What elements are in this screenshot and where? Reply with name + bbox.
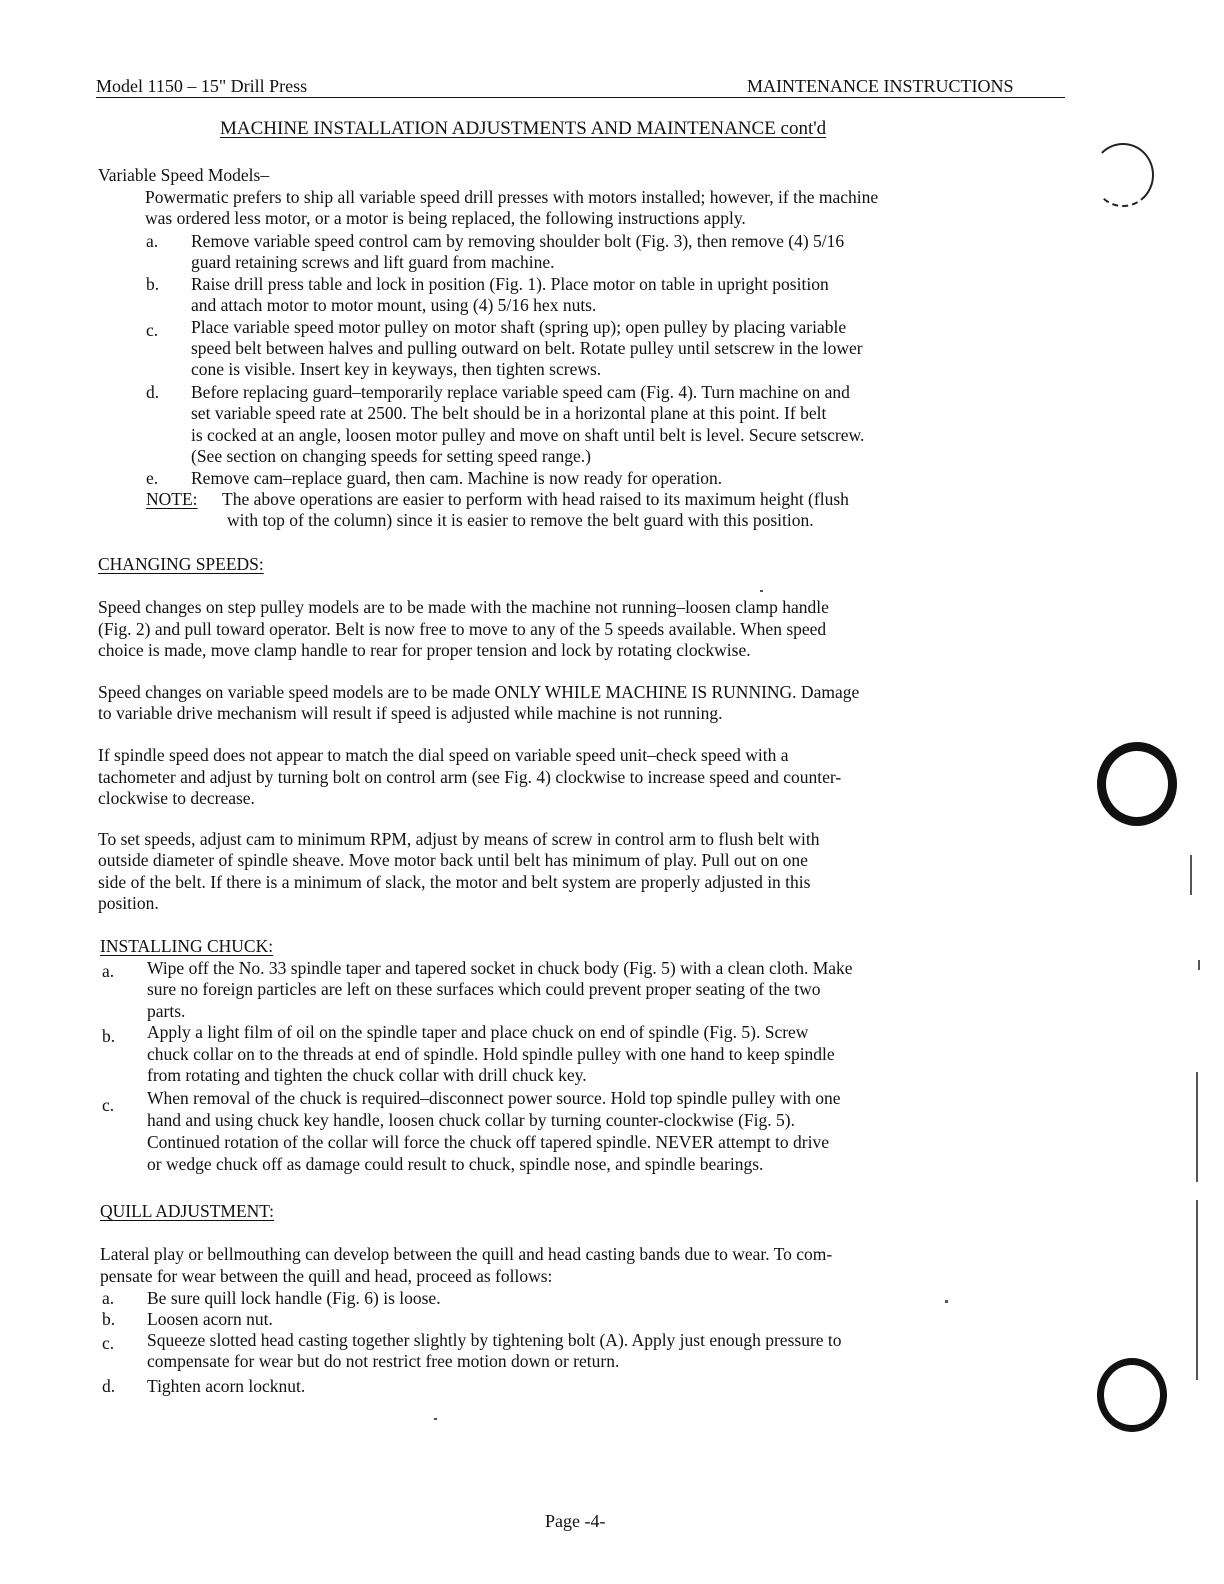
scan-speck bbox=[760, 590, 763, 592]
list-line: and attach motor to motor mount, using (4) 5/16 hex nuts. bbox=[191, 295, 597, 315]
list-label: d. bbox=[146, 382, 160, 402]
note-label: NOTE: bbox=[146, 489, 198, 509]
paragraph-line: clockwise to decrease. bbox=[98, 788, 255, 808]
list-line: hand and using chuck key handle, loosen chuck collar by turning counter-clockwise (Fig. 5). bbox=[147, 1110, 795, 1130]
paragraph-line: Speed changes on variable speed models are to be made ONLY WHILE MACHINE IS RUNNING. Damage bbox=[98, 682, 860, 702]
quill-adjustment-heading: QUILL ADJUSTMENT: bbox=[100, 1201, 274, 1221]
list-line: Remove cam–replace guard, then cam. Machine is now ready for operation. bbox=[191, 468, 723, 488]
list-label: b. bbox=[102, 1026, 116, 1046]
changing-speeds-heading: CHANGING SPEEDS: bbox=[98, 554, 264, 574]
paragraph-line: choice is made, move clamp handle to rear for proper tension and lock by rotating clockwise. bbox=[98, 640, 751, 660]
punch-hole-bottom bbox=[1097, 1358, 1167, 1432]
list-line: compensate for wear but do not restrict free motion down or return. bbox=[147, 1351, 620, 1371]
variable-speed-intro-line: was ordered less motor, or a motor is being replaced, the following instructions apply. bbox=[145, 208, 746, 228]
list-label: b. bbox=[102, 1309, 116, 1329]
list-line: Place variable speed motor pulley on motor shaft (spring up); open pulley by placing variable bbox=[191, 317, 847, 337]
paragraph-line: tachometer and adjust by turning bolt on control arm (see Fig. 4) clockwise to increase speed and counter- bbox=[98, 767, 842, 787]
margin-mark bbox=[1190, 855, 1192, 895]
list-line: Be sure quill lock handle (Fig. 6) is loose. bbox=[147, 1288, 441, 1308]
list-line: Remove variable speed control cam by removing shoulder bolt (Fig. 3), then remove (4) 5/16 bbox=[191, 231, 845, 251]
list-line: (See section on changing speeds for setting speed range.) bbox=[191, 446, 591, 466]
list-line: chuck collar on to the threads at end of spindle. Hold spindle pulley with one hand to keep spindle bbox=[147, 1044, 835, 1064]
list-line: is cocked at an angle, loosen motor pulley and move on shaft until belt is level. Secure setscrew. bbox=[191, 425, 865, 445]
list-line: or wedge chuck off as damage could result to chuck, spindle nose, and spindle bearings. bbox=[147, 1154, 764, 1174]
paragraph-line: (Fig. 2) and pull toward operator. Belt is now free to move to any of the 5 speeds available. When speed bbox=[98, 619, 827, 639]
variable-speed-heading: Variable Speed Models– bbox=[98, 165, 270, 185]
list-line: Wipe off the No. 33 spindle taper and tapered socket in chuck body (Fig. 5) with a clean cloth. Make bbox=[147, 958, 853, 978]
note-line: with top of the column) since it is easier to remove the belt guard with this position. bbox=[227, 510, 814, 530]
list-line: guard retaining screws and lift guard from machine. bbox=[191, 252, 555, 272]
paragraph-line: To set speeds, adjust cam to minimum RPM, adjust by means of screw in control arm to flush belt with bbox=[98, 829, 820, 849]
page-number: Page -4- bbox=[545, 1511, 606, 1531]
margin-mark bbox=[1196, 1072, 1198, 1182]
installing-chuck-heading: INSTALLING CHUCK: bbox=[100, 936, 274, 956]
list-line: set variable speed rate at 2500. The belt should be in a horizontal plane at this point. If belt bbox=[191, 403, 827, 423]
list-label: c. bbox=[102, 1095, 115, 1115]
list-line: parts. bbox=[147, 1001, 186, 1021]
paragraph-line: pensate for wear between the quill and head, proceed as follows: bbox=[100, 1266, 553, 1286]
margin-mark bbox=[1198, 960, 1200, 970]
paragraph-line: to variable drive mechanism will result if speed is adjusted while machine is not running. bbox=[98, 703, 723, 723]
list-label: b. bbox=[146, 274, 160, 294]
paragraph-line: If spindle speed does not appear to match the dial speed on variable speed unit–check speed with a bbox=[98, 745, 789, 765]
list-label: c. bbox=[102, 1333, 115, 1353]
margin-mark bbox=[1196, 1200, 1198, 1380]
list-line: Raise drill press table and lock in position (Fig. 1). Place motor on table in upright position bbox=[191, 274, 829, 294]
paragraph-line: outside diameter of spindle sheave. Move motor back until belt has minimum of play. Pull out on one bbox=[98, 850, 808, 870]
paragraph-line: side of the belt. If there is a minimum of slack, the motor and belt system are properly adjusted in this bbox=[98, 872, 811, 892]
list-line: Tighten acorn locknut. bbox=[147, 1376, 306, 1396]
list-line: When removal of the chuck is required–disconnect power source. Hold top spindle pulley with one bbox=[147, 1088, 841, 1108]
list-label: c. bbox=[146, 320, 159, 340]
note-line: The above operations are easier to perform with head raised to its maximum height (flush bbox=[222, 489, 849, 509]
list-line: Apply a light film of oil on the spindle taper and place chuck on end of spindle (Fig. 5). Screw bbox=[147, 1022, 809, 1042]
variable-speed-intro-line: Powermatic prefers to ship all variable speed drill presses with motors installed; however, if the machine bbox=[145, 187, 879, 207]
page-title: MACHINE INSTALLATION ADJUSTMENTS AND MAINTENANCE cont'd bbox=[220, 118, 827, 139]
list-line: cone is visible. Insert key in keyways, then tighten screws. bbox=[191, 359, 602, 379]
list-line: sure no foreign particles are left on these surfaces which could prevent proper seating of the two bbox=[147, 979, 821, 999]
header-model-title: Model 1150 – 15" Drill Press bbox=[96, 76, 308, 96]
list-line: Loosen acorn nut. bbox=[147, 1309, 273, 1329]
list-label: a. bbox=[102, 1288, 115, 1308]
list-label: a. bbox=[102, 961, 115, 981]
punch-hole-top bbox=[1092, 143, 1154, 207]
paragraph-line: Lateral play or bellmouthing can develop between the quill and head casting bands due to wear. To com- bbox=[100, 1244, 833, 1264]
header-rule bbox=[96, 97, 1065, 98]
list-line: Before replacing guard–temporarily replace variable speed cam (Fig. 4). Turn machine on and bbox=[191, 382, 850, 402]
list-label: d. bbox=[102, 1376, 116, 1396]
paragraph-line: position. bbox=[98, 893, 159, 913]
scan-speck bbox=[434, 1418, 437, 1420]
list-line: speed belt between halves and pulling outward on belt. Rotate pulley until setscrew in the lower bbox=[191, 338, 863, 358]
paragraph-line: Speed changes on step pulley models are to be made with the machine not running–loosen clamp handle bbox=[98, 597, 829, 617]
list-label: a. bbox=[146, 231, 159, 251]
header-section-title: MAINTENANCE INSTRUCTIONS bbox=[747, 76, 1014, 96]
scan-speck bbox=[945, 1300, 948, 1303]
punch-hole-middle bbox=[1097, 742, 1177, 826]
list-line: Squeeze slotted head casting together slightly by tightening bolt (A). Apply just enough pressure to bbox=[147, 1330, 842, 1350]
list-line: Continued rotation of the collar will force the chuck off tapered spindle. NEVER attempt to drive bbox=[147, 1132, 829, 1152]
list-line: from rotating and tighten the chuck collar with drill chuck key. bbox=[147, 1065, 587, 1085]
list-label: e. bbox=[146, 468, 159, 488]
